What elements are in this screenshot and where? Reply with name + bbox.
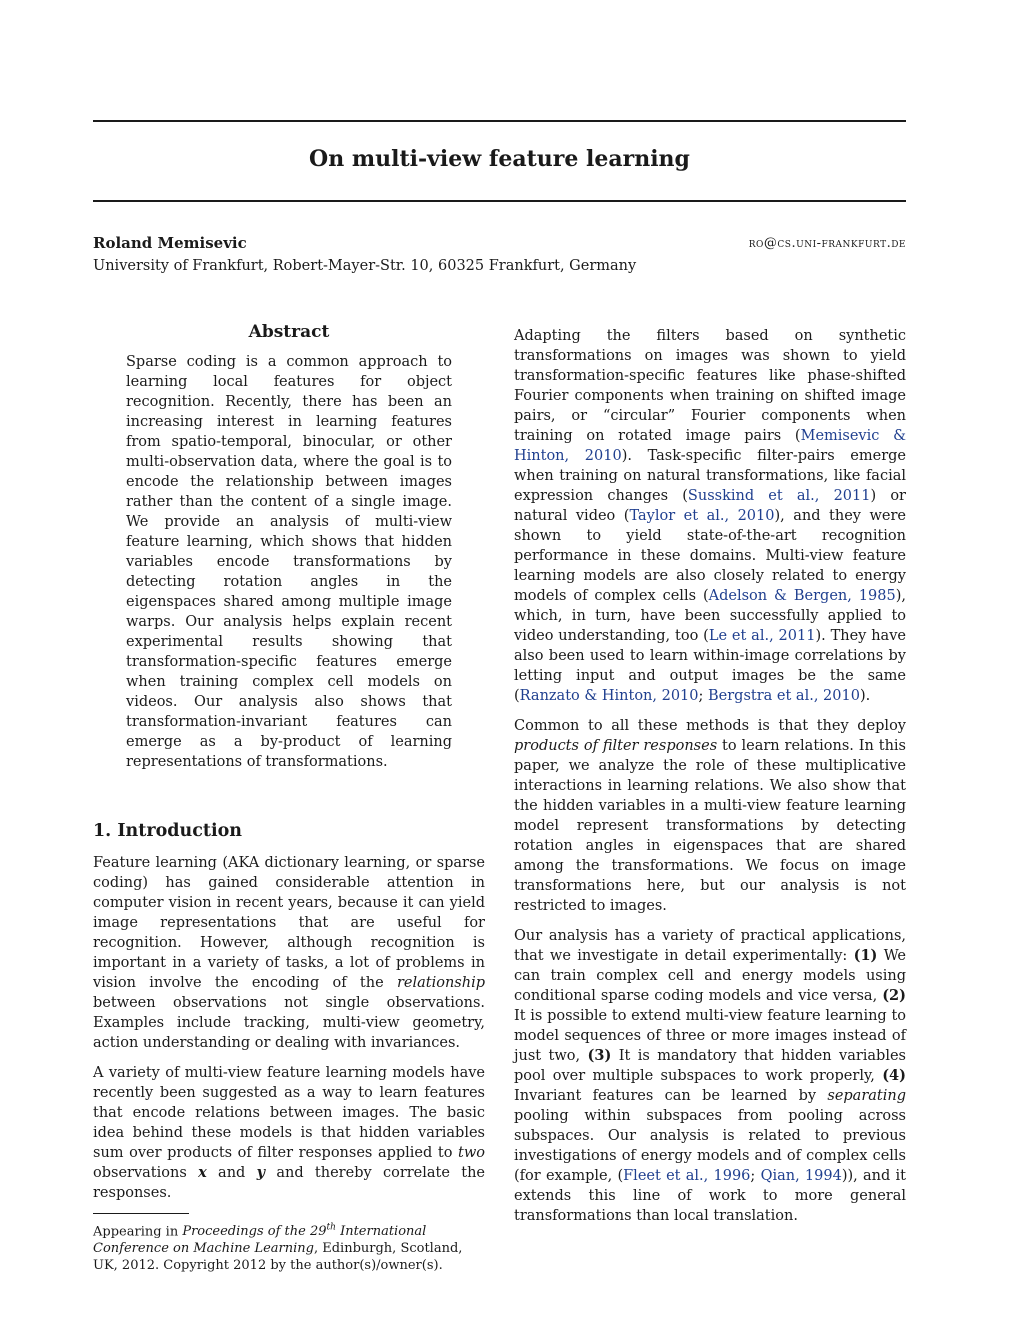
emphasis-products: products of filter responses: [514, 738, 718, 754]
citation-link[interactable]: Taylor et al., 2010: [629, 508, 775, 524]
author-email[interactable]: ro@cs.uni-frankfurt.de: [748, 236, 906, 251]
citation-link[interactable]: Memisevic & Hinton, 2010: [514, 428, 907, 464]
author-name: Roland Memisevic: [93, 234, 247, 252]
intro-paragraph-1: Feature learning (AKA dictionary learning, or sparse coding) has gained considerable attention in computer vision in recent years, because it can yield image representations that are useful for recognition. However, although recognition is important in a variety of tasks, a lot of problems in vision involve the encoding of the relationship between observations not single observations. Examples include tracking, multi-view geometry, action understanding or dealing with invariances.: [93, 855, 485, 1051]
left-column: [93, 322, 485, 1274]
intro-paragraph-2: A variety of multi-view feature learning models have recently been suggested as a way to learn features that encode relations between images. The basic idea behind these models is that hidden variables sum over products of filter responses applied to two observations x and y and thereby correlate the responses.: [93, 1065, 486, 1201]
emphasis-two: two: [458, 1145, 485, 1161]
citation-link[interactable]: Bergstra et al., 2010: [708, 688, 860, 704]
emphasis-relationship: relationship: [396, 975, 485, 991]
title-rule-top: [93, 120, 906, 122]
right-column: [514, 326, 906, 1236]
abstract-heading: Abstract: [248, 322, 330, 342]
title-rule-bottom: [93, 200, 906, 202]
citation-link[interactable]: Qian, 1994: [760, 1168, 842, 1184]
author-affiliation: University of Frankfurt, Robert-Mayer-Str. 10, 60325 Frankfurt, Germany: [93, 258, 637, 274]
citation-link[interactable]: Susskind et al., 2011: [687, 488, 871, 504]
emphasis-separating: separating: [827, 1088, 906, 1104]
paper-title: On multi-view feature learning: [309, 146, 690, 172]
citation-link[interactable]: Le et al., 2011: [708, 628, 816, 644]
right-paragraph-3: Our analysis has a variety of practical applications, that we investigate in detail experimentally: (1) We can train complex cell and energy models using conditional sparse coding models and vice versa, (2) It is possible to extend multi-view feature learning to model sequences of three or more images instead of just two, (3) It is mandatory that hidden variables pool over multiple subspaces to work properly, (4) Invariant features can be learned by separating pooling within subspaces from pooling across subspaces. Our analysis is related to previous investigations of energy models and of complex cells (for example, (Fleet et al., 1996; Qian, 1994)), and it extends this line of work to more general transformations than local translation.: [514, 928, 907, 1224]
list-number: (2): [882, 987, 906, 1004]
math-x: x: [198, 1164, 207, 1181]
list-number: (1): [853, 947, 878, 964]
abstract-text: Sparse coding is a common approach to learning local features for object recognition. Recently, there has been an increasing interest in learning features from spatio-temporal, binocular, or other multi-observation data, where the goal is to encode the relationship between images rather than the content of a single image. We provide an analysis of multi-view feature learning, which shows that hidden variables encode transformations by detecting rotation angles in the eigenspaces shared among multiple image warps. Our analysis helps explain recent experimental results showing that transformation-specific features emerge when training complex cell models on videos. Our analysis also shows that transformation-invariant features can emerge as a by-product of learning representations of transformations.: [126, 354, 452, 770]
right-paragraph-2: Common to all these methods is that they deploy products of filter responses to learn relations. In this paper, we analyze the role of these multiplicative interactions in learning relations. We also show that the hidden variables in a multi-view feature learning model represent transformations by detecting rotation angles in eigenspaces that are shared among the transformations. We focus on image transformations here, but our analysis is not restricted to images.: [514, 718, 906, 914]
math-y: y: [256, 1164, 266, 1181]
list-number: (3): [587, 1047, 612, 1064]
citation-link[interactable]: Ranzato & Hinton, 2010: [519, 688, 699, 704]
footnote-rule: [93, 1213, 189, 1214]
right-paragraph-1: Adapting the filters based on synthetic transformations on images was shown to yield transformation-specific features like phase-shifted Fourier components when training on shifted image pairs, or “circular” Fourier components when training on rotated image pairs (Memisevic & Hinton, 2010). Task-specific filter-pairs emerge when training on natural transformations, like facial expression changes (Susskind et al., 2011) or natural video (Taylor et al., 2010), and they were shown to yield state-of-the-art recognition performance in these domains. Multi-view feature learning models are also closely related to energy models of complex cells (Adelson & Bergen, 1985), which, in turn, have been successfully applied to video understanding, too (Le et al., 2011). They have also been used to learn within-image correlations by letting input and output images be the same (Ranzato & Hinton, 2010; Bergstra et al., 2010).: [514, 328, 907, 704]
section-heading-introduction: 1. Introduction: [93, 821, 242, 841]
citation-link[interactable]: Adelson & Bergen, 1985: [708, 588, 896, 604]
footnote: Appearing in Proceedings of the 29th International Conference on Machine Learning, Edinburgh, Scotland, UK, 2012. Copyright 2012 by the author(s)/owner(s).: [93, 1223, 463, 1274]
citation-link[interactable]: Fleet et al., 1996: [623, 1168, 751, 1184]
list-number: (4): [882, 1067, 906, 1084]
